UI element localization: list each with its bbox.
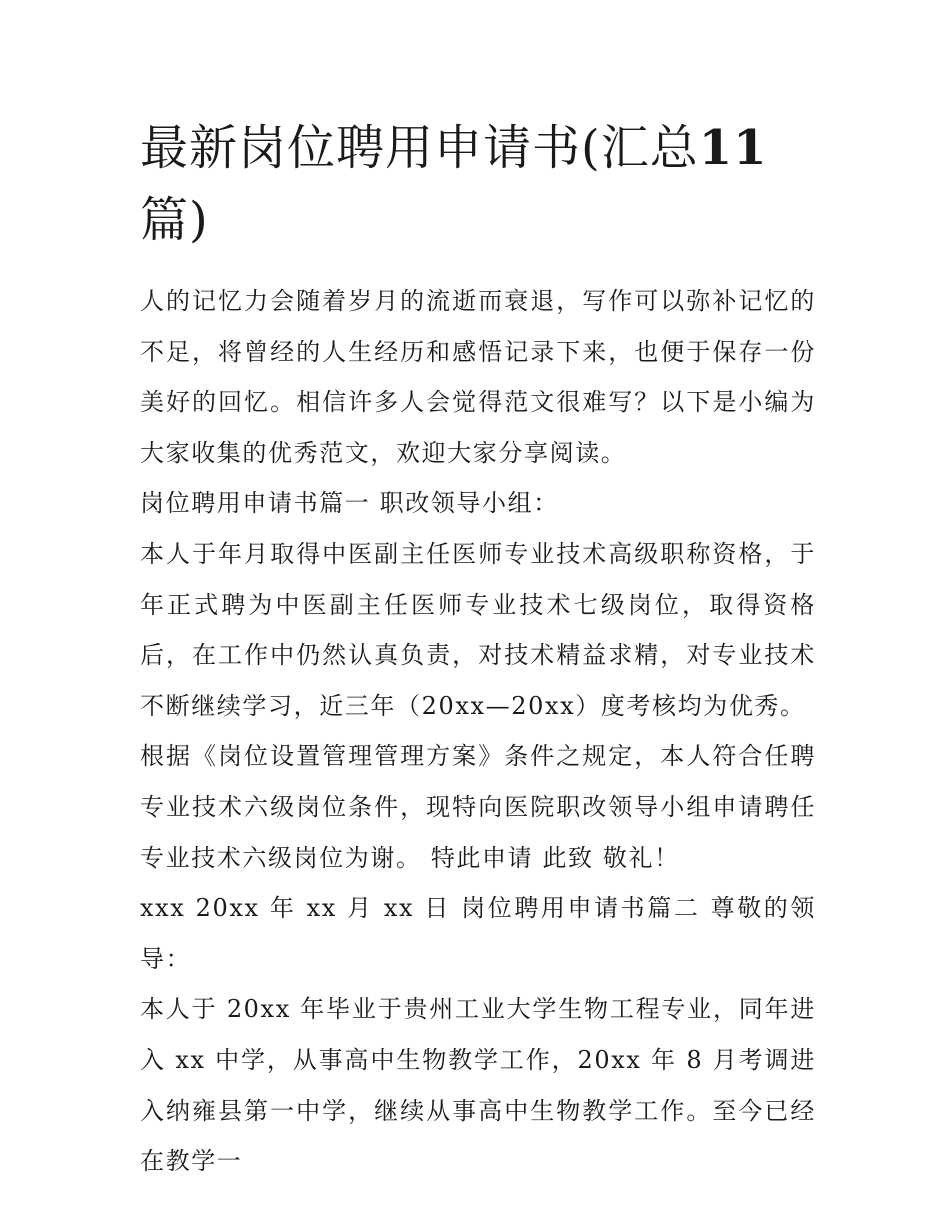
- title-tail: 篇): [140, 192, 209, 248]
- title-number: 11: [698, 120, 768, 176]
- paragraph-request: 根据《岗位设置管理管理方案》条件之规定，本人符合任聘专业技术六级岗位条件，现特向医院职改领导小组申请聘任专业技术六级岗位为谢。 特此申请 此致 敬礼！: [140, 742, 816, 872]
- document-body: [140, 276, 816, 1187]
- paragraph-signature-heading-2: xxx 20xx 年 xx 月 xx 日 岗位聘用申请书篇二 尊敬的领导：: [140, 894, 816, 973]
- paragraph-background: 本人于 20xx 年毕业于贵州工业大学生物工程专业，同年进入 xx 中学，从事高中生物教学工作，20xx 年 8 月考调进入纳雍县第一中学，继续从事高中生物教学工作。至今已经在教学一: [140, 995, 816, 1176]
- paragraph-heading-1: 岗位聘用申请书篇一 职改领导小组：: [140, 489, 559, 518]
- document-title: [140, 112, 820, 256]
- paragraph-qualification: 本人于年月取得中医副主任医师专业技术高级职称资格，于年正式聘为中医副主任医师专业技术七级岗位，取得资格后，在工作中仍然认真负责，对技术精益求精，对专业技术不断继续学习，近三年（20xx—20xx）度考核均为优秀。: [140, 539, 816, 720]
- paragraph-intro: 人的记忆力会随着岁月的流逝而衰退，写作可以弥补记忆的不足，将曾经的人生经历和感悟记录下来，也便于保存一份美好的回忆。相信许多人会觉得范文很难写？以下是小编为大家收集的优秀范文，欢迎大家分享阅读。: [140, 287, 816, 467]
- title-main: 最新岗位聘用申请书(汇总: [140, 120, 699, 176]
